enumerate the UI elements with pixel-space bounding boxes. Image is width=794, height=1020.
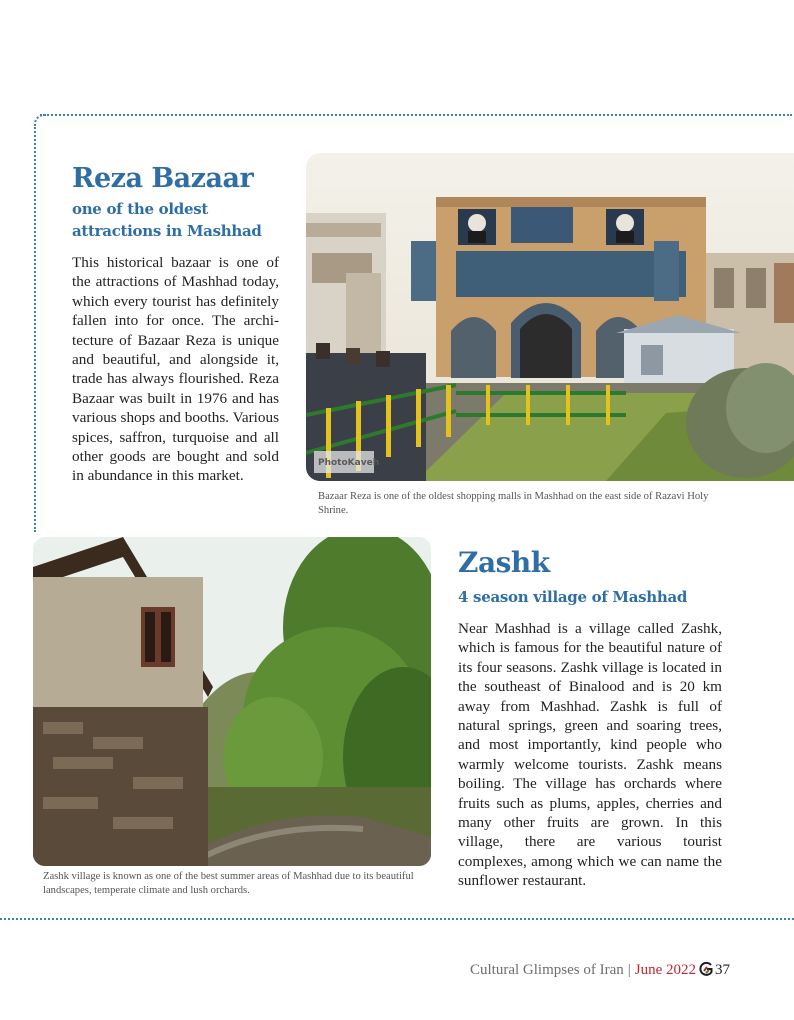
magazine-name: Cultural Glimpses of Iran bbox=[470, 962, 624, 978]
zashk-body: Near Mashhad is a village called Zashk, which is famous for the beautiful nature of its four seasons. Zashk village is located in the southeast of Binalood and is 20 km away from Mashhad. Zashk is full of natural springs, green and soaring trees, and most importantly, kind people who warmly welcome tourists. Zashk means boiling. The village has orchards where fruits such as plums, apples, cherries and many other fruits are grown. In this village, there are various tourist complexes, among which we can name the sunflower restaurant. bbox=[458, 620, 722, 890]
bazaar-photo bbox=[306, 153, 794, 481]
bazaar-caption: Bazaar Reza is one of the oldest shopping malls in Mashhad on the east side of Razavi Holy Shrine. bbox=[318, 491, 709, 516]
page-number: 37 bbox=[715, 962, 730, 978]
reza-bazaar-subtitle: one of the oldest attractions in Mashhad bbox=[72, 200, 262, 240]
cgi-logo-icon bbox=[698, 961, 714, 982]
frame-bottom-border bbox=[0, 918, 794, 920]
reza-bazaar-title: Reza Bazaar bbox=[72, 163, 254, 194]
issue-date: June 2022 bbox=[634, 962, 696, 978]
zashk-title: Zashk bbox=[458, 546, 550, 579]
zashk-photo bbox=[33, 537, 431, 866]
reza-bazaar-body: This historical bazaar is one of the attractions of Mashhad today, which every tourist has definitely fallen into for once. The archi-tecture of Bazaar Reza is unique and beautiful, and alongside it, trade has always flourished. Reza Bazaar was built in 1976 and has various shops and booths. Various spices, saffron, turquoise and all other goods are bought and sold in abundance in this market. bbox=[72, 254, 279, 485]
photo-watermark: PhotoKaveh bbox=[318, 458, 380, 468]
footer-separator: | bbox=[627, 962, 631, 978]
frame-left-border bbox=[34, 124, 36, 532]
zashk-caption: Zashk village is known as one of the best summer areas of Mashhad due to its beautiful landscapes, temperate climate and lush orchards. bbox=[43, 871, 414, 896]
frame-top-border bbox=[40, 114, 792, 116]
page-footer bbox=[470, 961, 730, 982]
zashk-subtitle: 4 season village of Mashhad bbox=[458, 588, 688, 606]
